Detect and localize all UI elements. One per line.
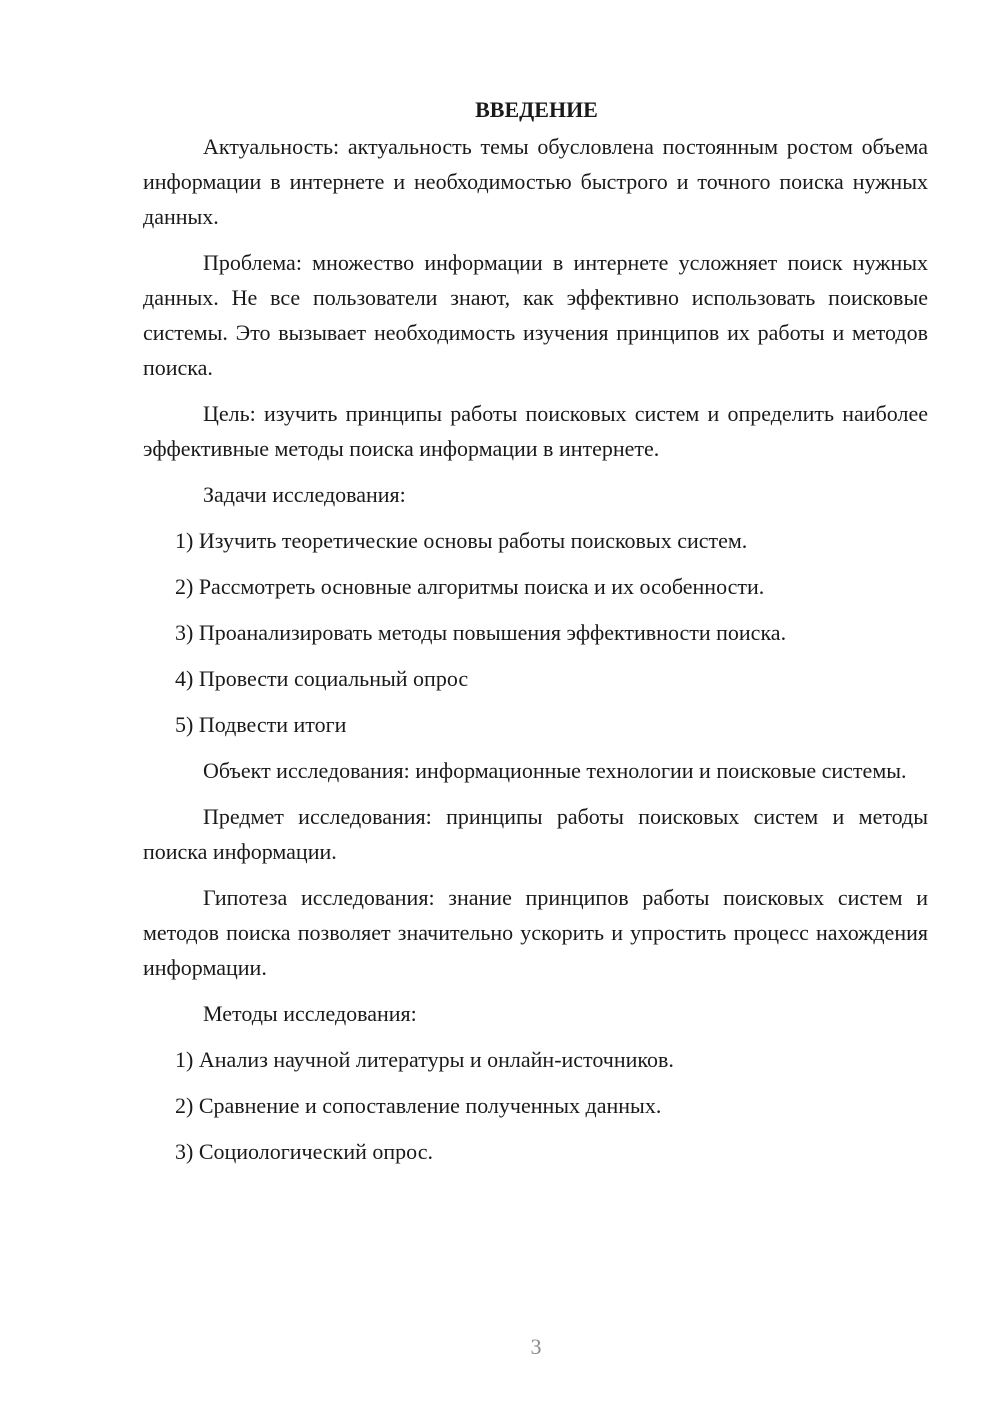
relevance-paragraph: Актуальность: актуальность темы обусловлена постоянным ростом объема информации в интернете и необходимостью быстрого и точного поиска нужных данных. xyxy=(143,134,928,229)
page-number: 3 xyxy=(530,1334,542,1359)
task-item: 2) Рассмотреть основные алгоритмы поиска и их особенности. xyxy=(175,574,765,599)
task-item: 5) Подвести итоги xyxy=(175,712,347,737)
object-paragraph: Объект исследования: информационные технологии и поисковые системы. xyxy=(203,758,907,783)
task-item: 4) Провести социальный опрос xyxy=(175,666,469,691)
method-item: 1) Анализ научной литературы и онлайн-источников. xyxy=(175,1047,674,1072)
subject-paragraph: Предмет исследования: принципы работы поисковых систем и методы поиска информации. xyxy=(143,804,928,864)
methods-heading: Методы исследования: xyxy=(203,1001,417,1026)
page-title: ВВЕДЕНИЕ xyxy=(475,97,598,122)
task-item: 1) Изучить теоретические основы работы поисковых систем. xyxy=(175,528,748,553)
tasks-heading: Задачи исследования: xyxy=(203,482,406,507)
method-item: 3) Социологический опрос. xyxy=(175,1139,433,1164)
page-content xyxy=(143,92,928,1180)
hypothesis-paragraph: Гипотеза исследования: знание принципов работы поисковых систем и методов поиска позволяет значительно ускорить и упростить процесс нахождения информации. xyxy=(143,885,928,980)
task-item: 3) Проанализировать методы повышения эффективности поиска. xyxy=(175,620,787,645)
method-item: 2) Сравнение и сопоставление полученных данных. xyxy=(175,1093,662,1118)
problem-paragraph: Проблема: множество информации в интернете усложняет поиск нужных данных. Не все пользователи знают, как эффективно использовать поисковые системы. Это вызывает необходимость изучения принципов их работы и методов поиска. xyxy=(143,250,928,380)
goal-paragraph: Цель: изучить принципы работы поисковых систем и определить наиболее эффективные методы поиска информации в интернете. xyxy=(143,401,928,461)
